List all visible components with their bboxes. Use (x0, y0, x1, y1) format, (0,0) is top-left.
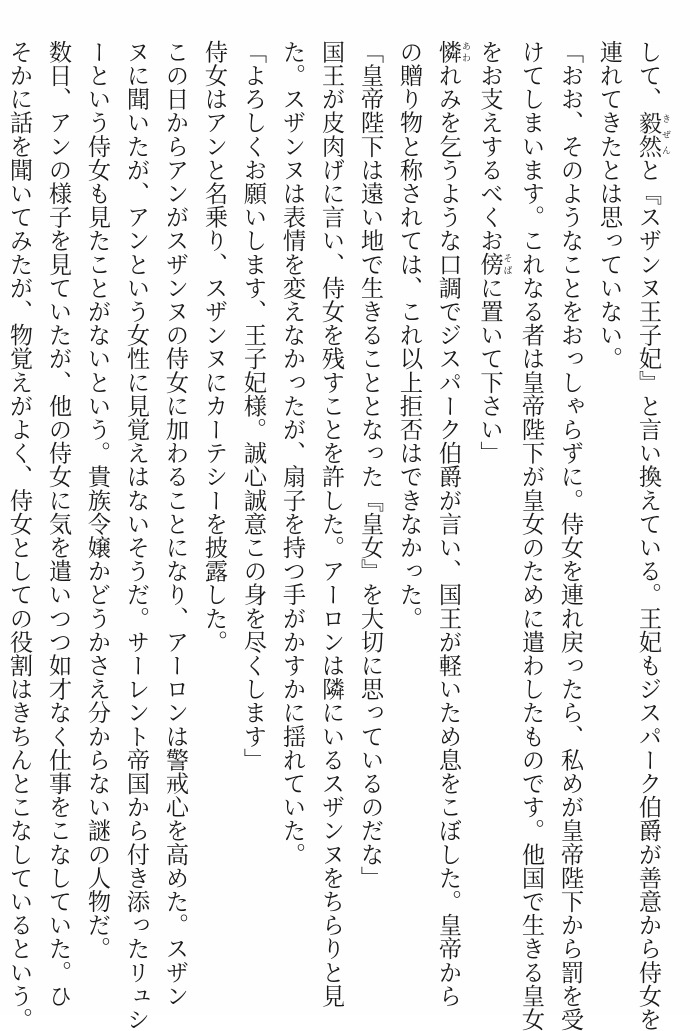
ruby-word (634, 110, 670, 159)
text-line (590, 40, 629, 980)
text-segment: 「皇帝陛下は遠い地で生きることとなった『皇女』を大切に思っているのだな」 (356, 40, 384, 890)
text-segment: の贈り物と称されては、これ以上拒否はできなかった。 (395, 40, 423, 630)
text-segment: そかに話を聞いてみたが、物覚えがよく、侍女としての役割はきちんとこなしているという。 (5, 40, 33, 1031)
text-segment: をお支えするべくお (476, 40, 503, 253)
ruby-reading: あわ (460, 40, 470, 64)
text-segment: 侍女はアンと名乗り、スザンヌにカーテシーを披露した。 (200, 40, 228, 654)
ruby-word (434, 40, 470, 64)
text-segment: 「おお、そのようなことをおっしゃらずに。侍女を連れ戻ったら、私めが皇帝陛下から罰を受 (556, 40, 584, 1031)
ruby-reading: きぜん (660, 110, 670, 158)
text-segment: 連れてきたとは思っていない。 (595, 40, 623, 371)
text-line (234, 40, 273, 980)
text-segment: けてしまいます。これなる者は皇帝陛下が皇女のために遣わしたものです。他国で生きる皇女 (517, 40, 545, 1031)
text-line (312, 40, 351, 1008)
text-segment: この日からアンがスザンヌの侍女に加わることになり、アーロンは警戒心を高めた。スザン (161, 40, 189, 1008)
text-segment: 国王が皮肉げに言い、侍女を残すことを許した。アーロンは隣にいるスザンヌをちらりと見 (317, 40, 345, 1008)
text-line (117, 40, 156, 1031)
ruby-base: 憐 (434, 40, 462, 64)
text-line (0, 40, 39, 1031)
text-line (551, 40, 590, 1031)
text-line (429, 40, 471, 1008)
text-line (470, 40, 512, 980)
text-segment: ヌに聞いたが、アンという女性に見覚えはないそうだ。サーレント帝国から付き添ったリュシ (122, 40, 150, 1031)
text-segment: 「よろしくお願いします、王子妃様。誠心誠意この身を尽くします」 (239, 40, 267, 772)
vertical-text-body (0, 40, 670, 1031)
text-line (351, 40, 390, 980)
text-line (39, 40, 78, 1008)
text-line (78, 40, 117, 980)
text-line (195, 40, 234, 980)
text-line (273, 40, 312, 980)
text-segment: れみを乞うような口調でジスパーク伯爵が言い、国王が軽いため息をこぼした。皇帝から (434, 63, 462, 1008)
ruby-word (476, 252, 512, 277)
ruby-base: 傍 (476, 252, 503, 277)
text-segment: た。スザンヌは表情を変えなかったが、扇子を持つ手がかすかに揺れていた。 (278, 40, 306, 866)
text-segment: と『スザンヌ王子妃』と言い換えている。王妃もジスパーク伯爵が善意から侍女を (634, 158, 662, 1031)
text-segment: して、 (634, 40, 662, 111)
ruby-base: 毅然 (634, 110, 662, 159)
text-segment: ーという侍女も見たことがないという。貴族令嬢かどうかさえ分からない謎の人物だ。 (83, 40, 111, 961)
text-segment: 数日、アンの様子を見ていたが、他の侍女に気を遣いつつ如才なく仕事をこなしていた。ひ (44, 40, 72, 1008)
text-line (629, 40, 671, 1031)
ruby-reading: そば (501, 252, 512, 276)
text-line (156, 40, 195, 1008)
text-segment: に置いて下さい」 (476, 276, 503, 465)
text-line (512, 40, 551, 1031)
text-line (390, 40, 429, 980)
